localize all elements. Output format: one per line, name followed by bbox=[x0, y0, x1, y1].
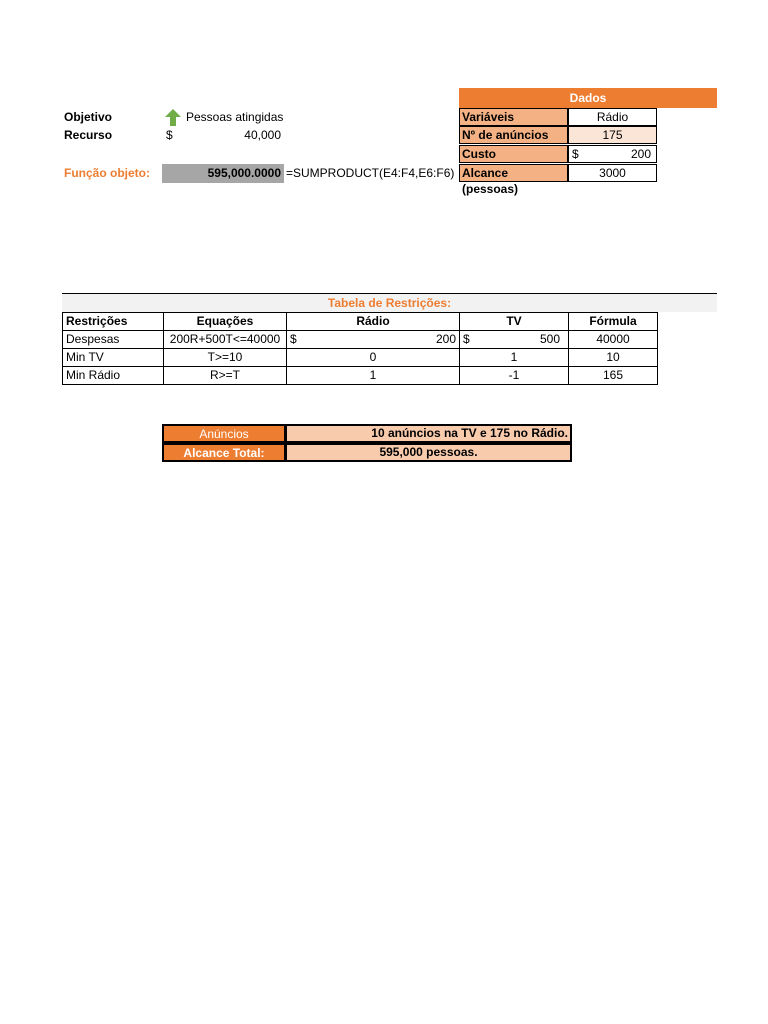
row-radio[interactable]: 0 bbox=[287, 349, 460, 367]
row-formula[interactable]: 10 bbox=[569, 349, 658, 367]
dados-label: Custo bbox=[459, 145, 568, 163]
row-tv[interactable] bbox=[460, 331, 569, 349]
row-formula[interactable]: 40000 bbox=[569, 331, 658, 349]
objetivo-label: Objetivo bbox=[64, 110, 113, 124]
row-radio-value: 200 bbox=[435, 332, 456, 346]
recurso-value: 40,000 bbox=[244, 128, 281, 142]
dados-label: Alcance (pessoas) bbox=[459, 164, 568, 182]
dados-value[interactable]: 3000 bbox=[568, 164, 657, 182]
row-radio[interactable] bbox=[287, 331, 460, 349]
recurso-currency: $ bbox=[166, 128, 173, 142]
row-nome[interactable]: Min TV bbox=[63, 349, 164, 367]
funcao-objeto-label: Função objeto: bbox=[64, 166, 150, 180]
header-formula: Fórmula bbox=[569, 313, 658, 331]
recurso-label: Recurso bbox=[64, 128, 113, 142]
row-equacao[interactable]: 200R+500T<=40000 bbox=[164, 331, 287, 349]
row-nome[interactable]: Despesas bbox=[63, 331, 164, 349]
dados-label: Nº de anúncios bbox=[459, 126, 568, 144]
dados-title: Dados bbox=[569, 91, 607, 105]
alcance-value[interactable]: 595,000 pessoas. bbox=[286, 443, 572, 462]
row-radio[interactable]: 1 bbox=[287, 367, 460, 385]
table-row bbox=[63, 367, 658, 385]
anuncios-value[interactable]: 10 anúncios na TV e 175 no Rádio. bbox=[286, 424, 572, 443]
header-restricoes: Restrições bbox=[63, 313, 164, 331]
up-arrow-icon bbox=[165, 109, 181, 126]
dados-currency: $ bbox=[572, 147, 579, 161]
header-tv: TV bbox=[460, 313, 569, 331]
row-tv-currency: $ bbox=[463, 332, 470, 346]
row-equacao[interactable]: T>=10 bbox=[164, 349, 287, 367]
dados-value[interactable]: 175 bbox=[568, 126, 657, 144]
row-formula[interactable]: 165 bbox=[569, 367, 658, 385]
objetivo-value: Pessoas atingidas bbox=[186, 110, 284, 124]
row-tv[interactable]: -1 bbox=[460, 367, 569, 385]
restricoes-title: Tabela de Restrições: bbox=[327, 296, 452, 310]
dados-label: Variáveis bbox=[459, 108, 568, 126]
row-equacao[interactable]: R>=T bbox=[164, 367, 287, 385]
row-tv-value: 500 bbox=[539, 332, 560, 346]
header-radio: Rádio bbox=[287, 313, 460, 331]
table-row bbox=[63, 349, 658, 367]
dados-value[interactable]: Rádio bbox=[568, 108, 657, 126]
dados-value: 200 bbox=[630, 147, 651, 161]
table-row bbox=[63, 331, 658, 349]
restricoes-table bbox=[62, 312, 658, 385]
header-equacoes: Equações bbox=[164, 313, 287, 331]
alcance-label: Alcance Total: bbox=[162, 443, 286, 462]
restricoes-title-bar bbox=[62, 293, 717, 312]
funcao-objeto-formula: =SUMPRODUCT(E4:F4,E6:F6) bbox=[286, 166, 455, 180]
row-radio-currency: $ bbox=[290, 332, 297, 346]
funcao-objeto-value[interactable]: 595,000.0000 bbox=[162, 164, 284, 183]
dados-value-cell[interactable] bbox=[568, 145, 657, 163]
row-tv[interactable]: 1 bbox=[460, 349, 569, 367]
table-header-row bbox=[63, 313, 658, 331]
anuncios-label: Anúncios bbox=[162, 424, 286, 443]
dados-header bbox=[459, 88, 717, 108]
row-nome[interactable]: Min Rádio bbox=[63, 367, 164, 385]
